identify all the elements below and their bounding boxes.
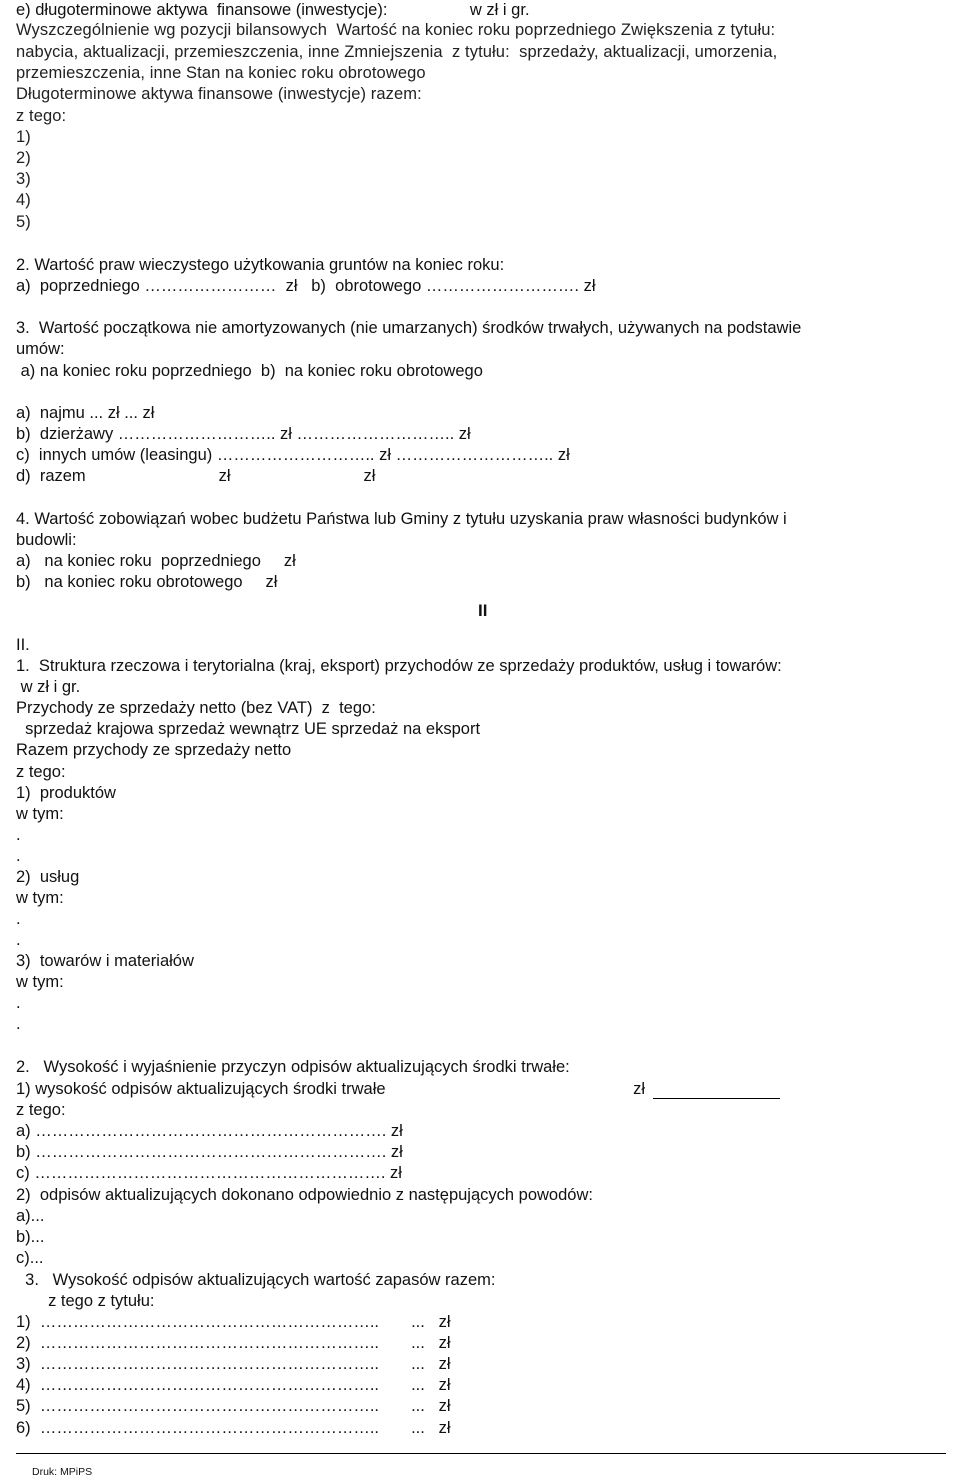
- text-line: Długoterminowe aktywa finansowe (inwestycje) razem:: [16, 85, 422, 103]
- text-line: 4. Wartość zobowiązań wobec budżetu Państwa lub Gminy z tytułu uzyskania praw własności budynków i: [16, 510, 787, 528]
- text-line: 3) …………………………………………………….. ... zł: [16, 1355, 451, 1373]
- text-line: .: [16, 910, 21, 928]
- text-line: 3. Wartość początkowa nie amortyzowanych (nie umarzanych) środków trwałych, używanych na podstawie: [16, 319, 802, 337]
- text-line: a) ………………………………………………………. zł: [16, 1122, 403, 1140]
- text-line: 5): [16, 213, 31, 231]
- text-line: 1) wysokość odpisów aktualizujących środki trwałe zł: [16, 1080, 646, 1098]
- text-line: b) na koniec roku obrotowego zł: [16, 573, 278, 591]
- text-line: 2. Wysokość i wyjaśnienie przyczyn odpisów aktualizujących środki trwałe:: [16, 1058, 570, 1076]
- text-line: budowli:: [16, 531, 77, 549]
- text-line: 3. Wysokość odpisów aktualizujących wartość zapasów razem:: [16, 1271, 496, 1289]
- footer-rule: [16, 1453, 946, 1454]
- text-line: umów:: [16, 340, 65, 358]
- text-line: w tym:: [16, 805, 64, 823]
- text-line: c)...: [16, 1249, 44, 1267]
- text-line: z tego z tytułu:: [16, 1292, 155, 1310]
- text-line: a) na koniec roku poprzedniego zł: [16, 552, 296, 570]
- text-line: 6) …………………………………………………….. ... zł: [16, 1419, 451, 1437]
- text-line: 4): [16, 191, 31, 209]
- text-line: II.: [16, 636, 30, 654]
- text-line: b) ………………………………………………………. zł: [16, 1143, 403, 1161]
- section-ii-heading: II: [478, 601, 488, 620]
- text-line: w tym:: [16, 973, 64, 991]
- text-line: 2. Wartość praw wieczystego użytkowania gruntów na koniec roku:: [16, 256, 505, 274]
- text-line: w zł i gr.: [16, 678, 81, 696]
- text-line: c) innych umów (leasingu) ……………………….. zł ……………………….. zł: [16, 446, 570, 464]
- text-line: d) razem zł zł: [16, 467, 376, 485]
- text-line: z tego:: [16, 763, 66, 781]
- text-line: przemieszczenia, inne Stan na koniec roku obrotowego: [16, 64, 426, 82]
- text-line: .: [16, 994, 21, 1012]
- text-line: a) na koniec roku poprzedniego b) na koniec roku obrotowego: [16, 362, 483, 380]
- text-line: 1) produktów: [16, 784, 116, 802]
- text-line: .: [16, 1015, 21, 1033]
- text-line: z tego:: [16, 1101, 66, 1119]
- text-line: .: [16, 826, 21, 844]
- text-line: Wyszczególnienie wg pozycji bilansowych Wartość na koniec roku poprzedniego Zwiększenia z tytułu:: [16, 21, 776, 39]
- text-line: 2) odpisów aktualizujących dokonano odpowiednio z następujących powodów:: [16, 1186, 593, 1204]
- text-line: Razem przychody ze sprzedaży netto: [16, 741, 292, 759]
- text-line: a) poprzedniego …………………… zł b) obrotowego ………………………. zł: [16, 277, 596, 295]
- text-line: a)...: [16, 1207, 45, 1225]
- text-line: 5) …………………………………………………….. ... zł: [16, 1397, 451, 1415]
- text-line: 2) …………………………………………………….. ... zł: [16, 1334, 451, 1352]
- text-line: sprzedaż krajowa sprzedaż wewnątrz UE sprzedaż na eksport: [16, 720, 481, 738]
- text-line: .: [16, 847, 21, 865]
- text-line: b)...: [16, 1228, 45, 1246]
- text-line: Przychody ze sprzedaży netto (bez VAT) z tego:: [16, 699, 376, 717]
- text-line: c) ………………………………………………………. zł: [16, 1164, 402, 1182]
- text-line: .: [16, 931, 21, 949]
- text-line: 1): [16, 128, 31, 146]
- text-line: 3) towarów i materiałów: [16, 952, 194, 970]
- text-line: nabycia, aktualizacji, przemieszczenia, inne Zmniejszenia z tytułu: sprzedaży, aktualizacji, umorzenia,: [16, 43, 778, 61]
- amount-underline: [653, 1098, 780, 1099]
- footer-print-code: Druk: MPiPS: [32, 1466, 93, 1478]
- text-line: z tego:: [16, 107, 67, 125]
- text-line: e) długoterminowe aktywa finansowe (inwestycje): w zł i gr.: [16, 1, 530, 19]
- text-line: 3): [16, 170, 31, 188]
- text-line: 1) …………………………………………………….. ... zł: [16, 1313, 451, 1331]
- text-line: 1. Struktura rzeczowa i terytorialna (kraj, eksport) przychodów ze sprzedaży produktów, usług i towarów:: [16, 657, 782, 675]
- text-line: 2) usług: [16, 868, 80, 886]
- text-line: 2): [16, 149, 31, 167]
- text-line: a) najmu ... zł ... zł: [16, 404, 155, 422]
- text-line: 4) …………………………………………………….. ... zł: [16, 1376, 451, 1394]
- text-line: b) dzierżawy ……………………….. zł ……………………….. zł: [16, 425, 471, 443]
- text-line: w tym:: [16, 889, 64, 907]
